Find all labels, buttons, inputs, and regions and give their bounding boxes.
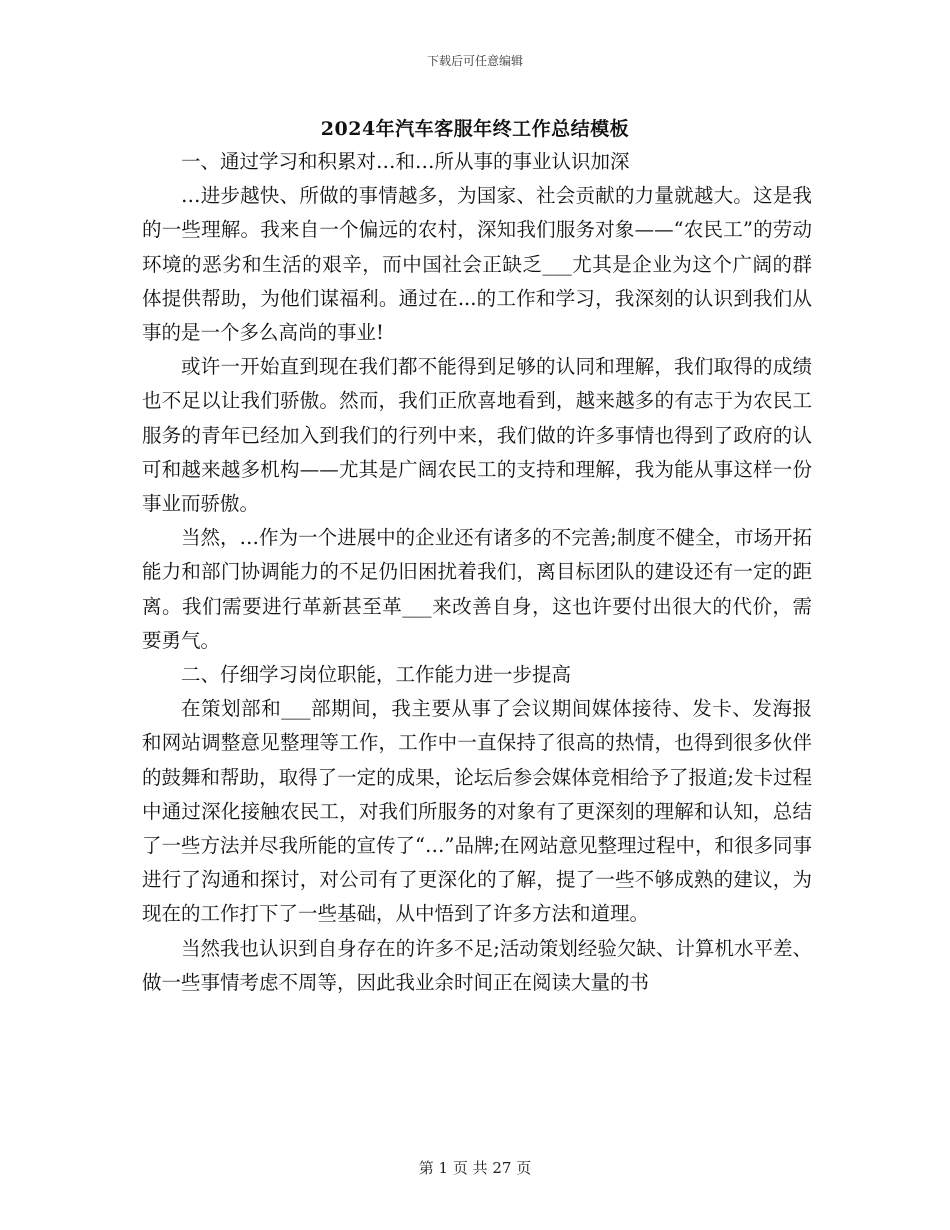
paragraph-2: 或许一开始直到现在我们都不能得到足够的认同和理解，我们取得的成绩也不足以让我们骄傲。然而，我们正欣喜地看到，越来越多的有志于为农民工服务的青年已经加入到我们的行列中来，我们做的许多事情也得到了政府的认可和越来越多机构——尤其是广阔农民工的支持和理解，我为能从事这样一份事业而骄傲。	[142, 355, 812, 516]
section-heading-2: 二、仔细学习岗位职能，工作能力进一步提高	[181, 663, 572, 687]
paragraph-1: …进步越快、所做的事情越多，为国家、社会贡献的力量就越大。这是我的一些理解。我来自一个偏远的农村，深知我们服务对象——“农民工”的劳动环境的恶劣和生活的艰辛，而中国社会正缺乏___尤其是企业为这个广阔的群体提供帮助，为他们谋福利。通过在...的工作和学习，我深刻的认识到我们从事的是一个多么高尚的事业!	[142, 184, 812, 345]
section-heading-1: 一、通过学习和积累对…和…所从事的事业认识加深	[181, 150, 630, 173]
paragraph-5: 当然我也认识到自身存在的许多不足;活动策划经验欠缺、计算机水平差、做一些事情考虑不周等，因此我业余时间正在阅读大量的书	[142, 936, 812, 994]
page-header-note: 下载后可任意编辑	[426, 54, 523, 68]
page-number-footer: 第 1 页 共 27 页	[418, 1159, 532, 1177]
paragraph-4: 在策划部和___部期间，我主要从事了会议期间媒体接待、发卡、发海报和网站调整意见整理等工作，工作中一直保持了很高的热情，也得到很多伙伴的鼓舞和帮助，取得了一定的成果，论坛后参会媒体竞相给予了报道;发卡过程中通过深化接触农民工，对我们所服务的对象有了更深刻的理解和认知，总结了一些方法并尽我所能的宣传了“…”品牌;在网站意见整理过程中，和很多同事进行了沟通和探讨，对公司有了更深化的了解，提了一些不够成熟的建议，为现在的工作打下了一些基础，从中悟到了许多方法和道理。	[142, 697, 813, 926]
paragraph-3: 当然，…作为一个进展中的企业还有诸多的不完善;制度不健全，市场开拓能力和部门协调能力的不足仍旧困扰着我们，离目标团队的建设还有一定的距离。我们需要进行革新甚至革___来改善自身，这也许要付出很大的代价，需要勇气。	[142, 526, 812, 652]
document-title: 2024年汽车客服年终工作总结模板	[320, 118, 630, 140]
document-body	[142, 145, 812, 1000]
